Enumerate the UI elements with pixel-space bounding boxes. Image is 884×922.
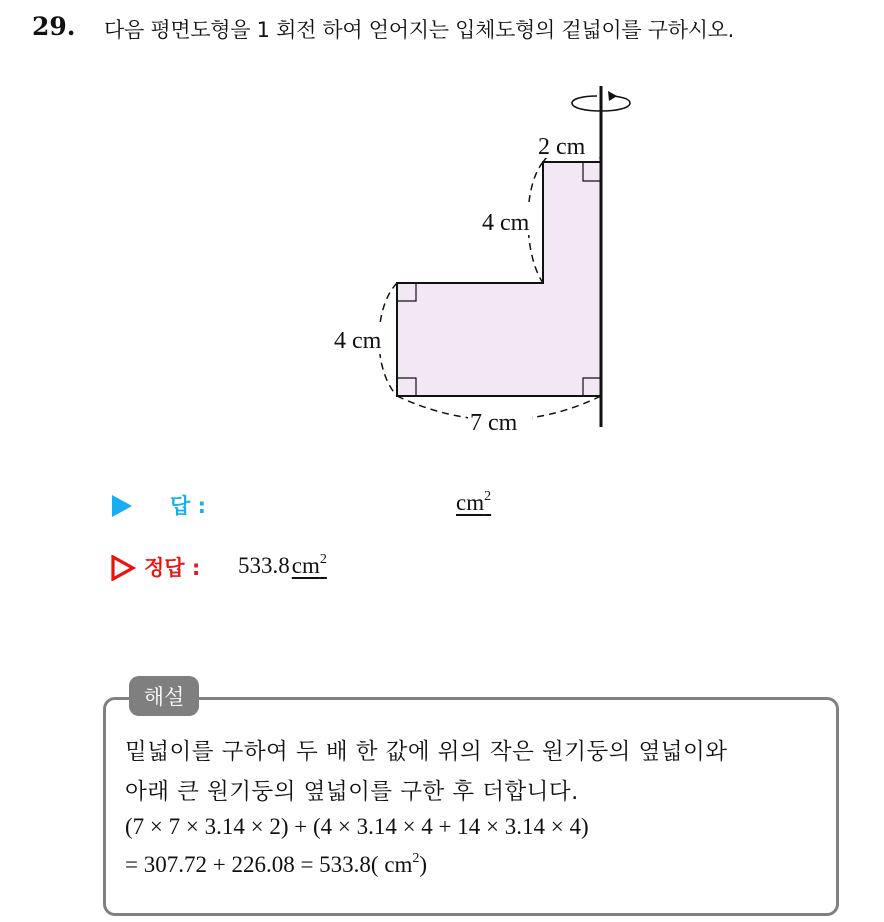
solution-line-4-exponent: 2 [412, 851, 420, 866]
correct-answer-value: 533.8 [238, 553, 290, 578]
correct-unit-text: cm [291, 553, 320, 578]
answer-row [108, 488, 608, 524]
question-text: 다음 평면도형을 1 회전 하여 얻어지는 입체도형의 겉넓이를 구하시오. [104, 18, 735, 42]
l-shape [397, 162, 601, 396]
answer-unit-exponent: 2 [484, 489, 492, 504]
correct-answer-unit [292, 553, 327, 578]
solution-line-4-main: = 307.72 + 226.08 = 533.8( cm [125, 852, 413, 877]
correct-answer-value-group [238, 553, 327, 579]
correct-unit-exponent: 2 [319, 552, 327, 567]
correct-answer-label: 정답 : [144, 556, 201, 580]
solution-line-4-close: ) [419, 852, 428, 877]
solution-tag: 해설 [129, 676, 199, 716]
solution-line-3: (7 × 7 × 3.14 × 2) + (4 × 3.14 × 4 + 14 × 3.14 × 4) [125, 814, 589, 839]
solution-line-2: 아래 큰 원기둥의 옆넓이를 구한 후 더합니다. [125, 779, 579, 805]
label-upper-height: 4 cm [482, 210, 530, 236]
answer-label: 답 : [170, 494, 206, 518]
answer-unit-text: cm [456, 490, 485, 515]
label-bottom-width: 7 cm [470, 410, 518, 436]
solution-line-1: 밑넓이를 구하여 두 배 한 값에 위의 작은 원기둥의 옆넓이와 [125, 739, 728, 765]
play-triangle-icon [112, 495, 132, 517]
outline-triangle-icon [110, 555, 136, 581]
answer-input-unit[interactable] [456, 490, 491, 516]
question-number: 29. [32, 12, 76, 41]
label-top-width: 2 cm [538, 134, 586, 160]
label-left-height: 4 cm [334, 328, 382, 354]
solution-box [103, 697, 839, 916]
correct-answer-row [108, 550, 608, 586]
solution-line-4 [125, 852, 427, 878]
